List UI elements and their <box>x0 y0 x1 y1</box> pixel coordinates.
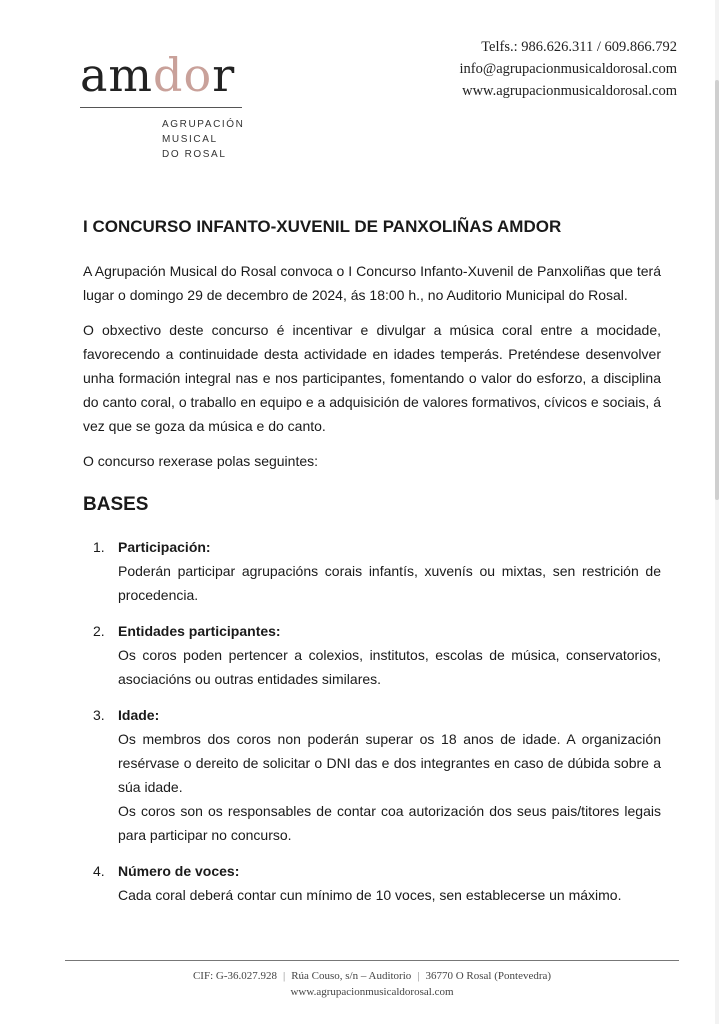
list-item-text: Poderán participar agrupacións corais infantís, xuvenís ou mixtas, sen restrición de procedencia. <box>118 563 661 603</box>
footer-separator: | <box>282 970 286 982</box>
footer-postal: 36770 O Rosal (Pontevedra) <box>425 970 552 982</box>
list-item <box>83 703 661 847</box>
list-item-number: 2. <box>93 623 105 639</box>
scrollbar-thumb[interactable] <box>715 80 719 500</box>
document-body <box>83 215 661 919</box>
list-item <box>83 535 661 607</box>
list-item-number: 3. <box>93 707 105 723</box>
footer-address: Rúa Couso, s/n – Auditorio <box>291 970 412 982</box>
list-item-number: 1. <box>93 539 105 555</box>
list-item-text: Os coros poden pertencer a colexios, institutos, escolas de música, conservatorios, asociacións ou outras entidades similares. <box>118 647 661 687</box>
intro-paragraph: A Agrupación Musical do Rosal convoca o I Concurso Infanto-Xuvenil de Panxoliñas que terá lugar o domingo 29 de decembro de 2024, ás 18:00 h., no Auditorio Municipal do Rosal. <box>83 263 661 303</box>
logo-accent-letters: do <box>153 48 213 102</box>
list-item-title: Idade: <box>118 707 160 723</box>
contact-website[interactable]: www.agrupacionmusicaldorosal.com <box>462 83 677 99</box>
bases-list <box>83 535 661 907</box>
logo-wordmark: amdor <box>80 48 236 102</box>
document-title: I CONCURSO INFANTO-XUVENIL DE PANXOLIÑAS AMDOR <box>83 217 562 236</box>
page-footer <box>65 960 679 1000</box>
list-item-text: Cada coral deberá contar cun mínimo de 10 voces, sen establecerse un máximo. <box>118 887 622 903</box>
list-item-number: 4. <box>93 863 105 879</box>
list-item-title: Entidades participantes: <box>118 623 281 639</box>
logo-subtitle: AGRUPACIÓN MUSICAL DO ROSAL <box>162 119 245 160</box>
objective-paragraph: O obxectivo deste concurso é incentivar e divulgar a música coral entre a mocidade, favorecendo a continuidade desta actividade en idades temperás. Preténdese desenvolver unha formación integral nas e nos participantes, fomentando o valor do esforzo, a disciplina do canto coral, o traballo en equipo e a adquisición de valores formativos, cívicos e sociais, á vez que se goza da música e do canto. <box>83 322 661 434</box>
footer-cif: CIF: G-36.027.928 <box>192 970 277 982</box>
logo-divider <box>80 107 242 108</box>
page-scrollbar[interactable] <box>715 0 719 1024</box>
footer-details <box>65 968 679 984</box>
bases-heading: BASES <box>83 494 149 515</box>
footer-separator: | <box>417 970 420 982</box>
list-item-text: Os coros son os responsables de contar coa autorización dos seus pais/titores legais para participar no concurso. <box>118 803 661 843</box>
contact-email[interactable]: info@agrupacionmusicaldorosal.com <box>459 61 677 77</box>
contact-phones: Telfs.: 986.626.311 / 609.866.792 <box>481 39 677 55</box>
list-item <box>83 859 661 907</box>
list-item <box>83 619 661 691</box>
contact-block <box>460 36 678 102</box>
list-item-title: Participación: <box>118 539 211 555</box>
footer-website[interactable]: www.agrupacionmusicaldorosal.com <box>290 986 454 998</box>
amdor-logo <box>80 48 245 162</box>
list-item-title: Número de voces: <box>118 863 240 879</box>
list-item-text: Os membros dos coros non poderán superar os 18 anos de idade. A organización resérvase o dereito de solicitar o DNI das e dos integrantes en caso de dúbida sobre a súa idade. <box>118 731 661 795</box>
bases-lead-paragraph: O concurso rexerase polas seguintes: <box>83 453 319 469</box>
